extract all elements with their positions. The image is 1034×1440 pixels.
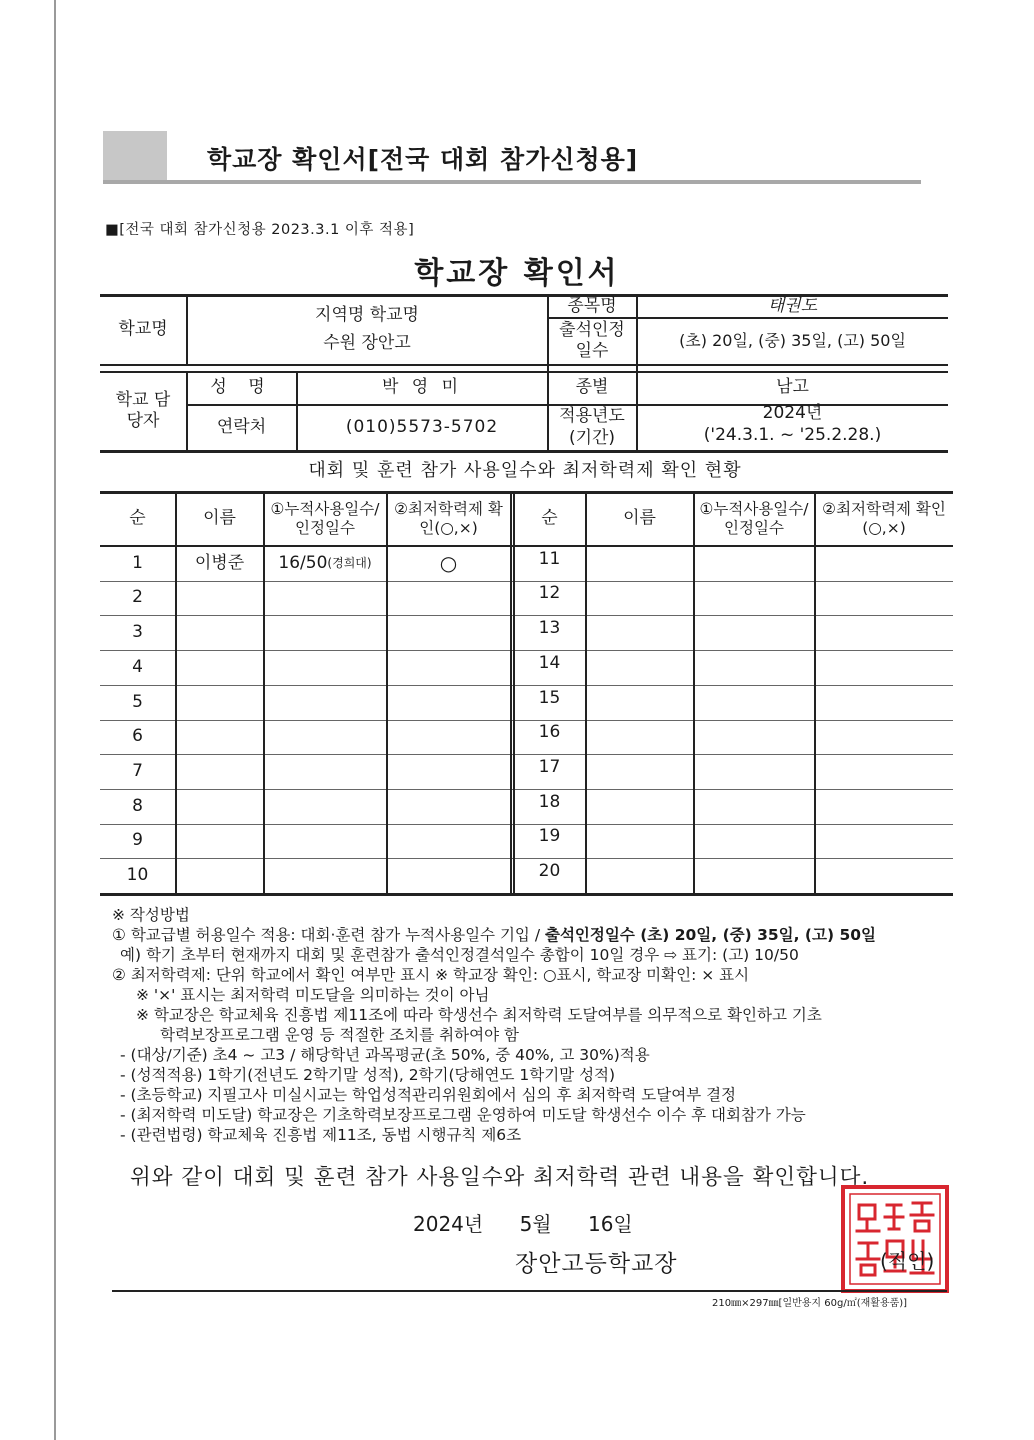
student-name: [176, 720, 263, 755]
days-value: 16/50: [278, 552, 328, 573]
notes-line: ※ '×' 표시는 최저학력 미도달을 의미하는 것이 아님: [136, 986, 490, 1004]
days-note: (경희대): [327, 555, 372, 570]
row-number: 3: [132, 622, 143, 643]
table-vline: [585, 493, 587, 893]
row-number: 10: [126, 865, 149, 886]
issue-date: 2024년 5월 16일: [413, 1212, 633, 1236]
notes-line: - (대상/기준) 초4 ~ 고3 / 해당학년 과목평균(초 50%, 중 40%, 고 30%)적용: [120, 1046, 650, 1064]
academic-check-mark: [387, 650, 510, 685]
table-vline: [693, 493, 695, 893]
academic-check-mark: [387, 685, 510, 720]
header-check-left: ②최저학력제 확인(○,×): [394, 499, 503, 537]
academic-check-mark: ○: [439, 550, 458, 575]
official-seal: [839, 1183, 951, 1295]
notes-line: - (관련법령) 학교체육 진흥법 제11조, 동법 시행규칙 제6조: [120, 1126, 522, 1144]
notes-line: - (초등학교) 지필고사 미실시교는 학업성적관리위원회에서 심의 후 최저학력 도달여부 결정: [120, 1086, 737, 1104]
school-name-line1: 지역명 학교명: [315, 305, 419, 326]
days-cell: [264, 824, 386, 859]
academic-check-mark: [387, 581, 510, 616]
header-underline: [103, 180, 921, 184]
days-cell: [264, 789, 386, 824]
sport-label: 종목명: [567, 295, 617, 316]
academic-check-mark: [387, 824, 510, 859]
student-name: 이병준: [194, 552, 245, 573]
student-name: [176, 615, 263, 650]
row-number: 4: [132, 656, 143, 677]
notes-line: 예) 학기 초부터 현재까지 대회 및 훈련참가 출석인정결석일수 총합이 10일 경우 ⇨ 표기: (고) 10/50: [120, 946, 799, 964]
page-edge: [54, 0, 56, 1440]
name-value: 박 영 미: [381, 377, 463, 398]
days-cell: [264, 615, 386, 650]
row-number: 15: [538, 687, 561, 708]
school-name-label: 학교명: [118, 319, 168, 340]
row-number: 16: [538, 722, 561, 743]
row-number: 1: [132, 552, 143, 573]
header-gray-block: [103, 131, 167, 183]
header-name-right: 이름: [623, 508, 656, 529]
days-cell: [264, 685, 386, 720]
attendance-value: (초) 20일, (중) 35일, (고) 50일: [679, 331, 906, 350]
paper-spec: 210㎜×297㎜[일반용지 60g/㎡(재활용품)]: [712, 1298, 908, 1309]
header-name-left: 이름: [203, 508, 236, 529]
manager-label: 학교 담당자: [115, 389, 171, 431]
days-cell: [264, 546, 386, 581]
category-value: 남고: [776, 377, 809, 398]
student-name: [176, 754, 263, 789]
student-name: [176, 858, 263, 893]
table-vline: [510, 493, 512, 893]
name-label: 성 명: [210, 377, 273, 398]
student-name: [176, 685, 263, 720]
form-title: 학교장 확인서: [414, 256, 620, 291]
days-cell: [264, 754, 386, 789]
header-no-left: 순: [129, 508, 146, 529]
bottom-rule: [112, 1290, 947, 1292]
student-name: [176, 581, 263, 616]
academic-check-mark: [387, 754, 510, 789]
school-name-line2: 수원 장안고: [323, 333, 411, 354]
row-number: 11: [538, 548, 561, 569]
academic-check-mark: [387, 720, 510, 755]
row-number: 8: [132, 795, 143, 816]
confirmation-statement: 위와 같이 대회 및 훈련 참가 사용일수와 최저학력 관련 내용을 확인합니다.: [130, 1165, 870, 1190]
row-number: 20: [538, 861, 561, 882]
notes-line: 학력보장프로그램 운영 등 적절한 조치를 취하여야 함: [160, 1026, 519, 1044]
academic-check-mark: [387, 858, 510, 893]
days-cell: [264, 858, 386, 893]
attendance-label: 출석인정 일수: [559, 319, 625, 361]
row-number: 7: [132, 760, 143, 781]
days-cell: [264, 650, 386, 685]
notice-text: ■[전국 대회 참가신청용 2023.3.1 이후 적용]: [105, 222, 415, 238]
writing-instructions: [112, 905, 962, 1145]
notes-heading: ※ 작성방법: [112, 906, 190, 924]
sport-value: 태권도: [767, 295, 818, 316]
student-name: [176, 789, 263, 824]
table-bottom-border: [100, 893, 953, 896]
academic-check-mark: [387, 789, 510, 824]
header-title: 학교장 확인서[전국 대회 참가신청용]: [207, 145, 639, 174]
header-days-left: ①누적사용일수/ 인정일수: [270, 499, 380, 537]
header-days-right: ①누적사용일수/ 인정일수: [699, 499, 809, 537]
notes-line: - (최저학력 미도달) 학교장은 기초학력보장프로그램 운영하여 미도달 학생선수 이수 후 대회참가 가능: [120, 1106, 806, 1124]
row-number: 9: [132, 830, 143, 851]
student-name: [176, 650, 263, 685]
info-bottom-border: [100, 450, 948, 453]
notes-line: - (성적적용) 1학기(전년도 2학기말 성적), 2학기(당해연도 1학기말 성적): [120, 1066, 616, 1084]
header-no-right: 순: [541, 508, 558, 529]
row-number: 12: [538, 583, 561, 604]
category-label: 종별: [575, 377, 609, 398]
year-label: 적용년도 (기간): [559, 406, 625, 448]
contact-label: 연락처: [216, 416, 267, 437]
signer-name: 장안고등학교장: [515, 1251, 678, 1277]
row-number: 17: [538, 756, 561, 777]
year-value: 2024년: [762, 403, 823, 424]
row-number: 2: [132, 587, 143, 608]
days-cell: [264, 720, 386, 755]
row-number: 5: [132, 691, 143, 712]
row-number: 19: [538, 826, 561, 847]
row-number: 18: [538, 791, 561, 812]
period-value: ('24.3.1. ~ '25.2.28.): [703, 425, 882, 446]
row-number: 14: [538, 652, 561, 673]
table-vline: [814, 493, 816, 893]
section-title: 대회 및 훈련 참가 사용일수와 최저학력제 확인 현황: [308, 460, 742, 481]
seal-mark-text: (직인): [880, 1249, 935, 1273]
info-line: [100, 364, 948, 366]
notes-line1-text: ① 학교급별 허용일수 적용: 대회·훈련 참가 누적사용일수 기입 /: [112, 926, 545, 944]
contact-value: (010)5573-5702: [345, 416, 499, 437]
header-check-right: ②최저학력제 확인(○,×): [822, 499, 946, 537]
days-cell: [264, 581, 386, 616]
row-number: 6: [132, 726, 143, 747]
notes-line1-bold: 출석인정일수 (초) 20일, (중) 35일, (고) 50일: [544, 926, 877, 944]
notes-line: ② 최저학력제: 단위 학교에서 확인 여부만 표시 ※ 학교장 확인: ○표시, 학교장 미확인: × 표시: [112, 966, 750, 984]
notes-line: ※ 학교장은 학교체육 진흥법 제11조에 따라 학생선수 최저학력 도달여부를 의무적으로 확인하고 기초: [136, 1006, 822, 1024]
student-name: [176, 824, 263, 859]
notes-line: [112, 925, 962, 945]
academic-check-mark: [387, 615, 510, 650]
row-number: 13: [538, 618, 561, 639]
